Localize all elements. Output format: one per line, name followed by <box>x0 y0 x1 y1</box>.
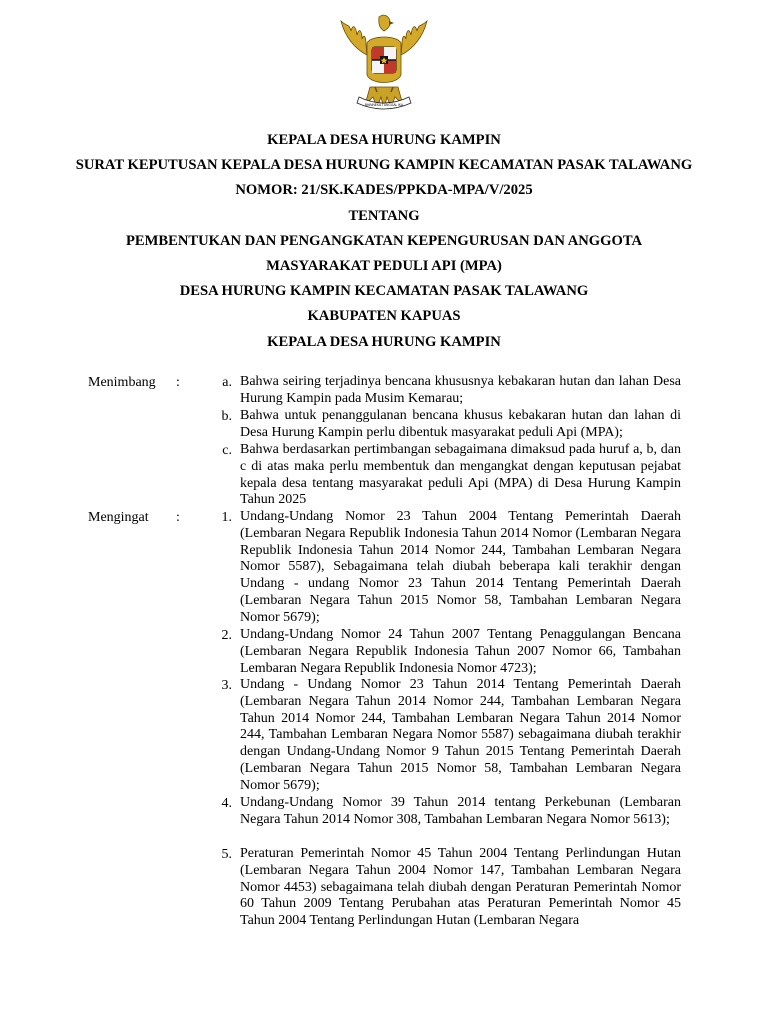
header-line-4: TENTANG <box>348 207 420 224</box>
mengingat-marker-4: 4. <box>221 796 232 811</box>
header-line-3: NOMOR: 21/SK.KADES/PPKDA-MPA/V/2025 <box>235 182 533 199</box>
mengingat-colon: : <box>176 510 180 525</box>
menimbang-marker-a: a. <box>222 375 232 390</box>
header-line-7: DESA HURUNG KAMPIN KECAMATAN PASAK TALAWANG <box>179 283 589 300</box>
menimbang-item-b: Bahwa untuk penanggulanan bencana khusus kebakaran hutan dan lahan di Desa Hurung Kampin perlu dibentuk masyarakat peduli Api (MPA); <box>240 408 681 440</box>
document-header <box>0 128 768 355</box>
emblem-motto: BHINNEKA TUNGGAL IKA <box>364 103 404 107</box>
mengingat-marker-5: 5. <box>221 847 232 862</box>
menimbang-item-a: Bahwa seiring terjadinya bencana khususnya kebakaran hutan dan lahan Desa Hurung Kampin pada Musim Kemarau; <box>240 374 681 406</box>
mengingat-marker-1: 1. <box>221 510 232 525</box>
menimbang-label: Menimbang <box>88 375 156 390</box>
header-line-8: KABUPATEN KAPUAS <box>307 308 461 325</box>
menimbang-marker-b: b. <box>221 409 232 424</box>
mengingat-label: Mengingat <box>88 510 149 525</box>
header-line-1: KEPALA DESA HURUNG KAMPIN <box>267 132 501 148</box>
header-line-9: KEPALA DESA HURUNG KAMPIN <box>267 333 501 350</box>
mengingat-item-3: Undang - Undang Nomor 23 Tahun 2014 Tentang Pemerintah Daerah (Lembaran Negara Tahun 2014 Nomor 244, Tambahan Lembaran Negara Tahun 2014 Nomor 244, Tambahan Lembaran Negara Tahun 2014 Nomor 244, Tambahan Lembaran Negara Nomor 5587) sebagaimana diubah terakhir dengan Undang-Undang Nomor 9 Tahun 2015 Tentang Pemerintah Daerah (Lembaran Negara Tahun 2015 Nomor 58, Tambahan Lembaran Negara Nomor 5679); <box>240 677 681 793</box>
menimbang-colon: : <box>176 375 180 390</box>
garuda-emblem-icon <box>337 13 431 117</box>
menimbang-marker-c: c. <box>222 443 232 458</box>
header-line-6: MASYARAKAT PEDULI API (MPA) <box>266 258 502 275</box>
mengingat-marker-3: 3. <box>221 678 232 693</box>
mengingat-item-2: Undang-Undang Nomor 24 Tahun 2007 Tentang Penaggulangan Bencana (Lembaran Negara Republik Indonesia Tahun 2007 Nomor 66, Tambahan Lembaran Negara Republik Indonesia Nomor 4723); <box>240 627 681 676</box>
mengingat-marker-2: 2. <box>221 628 232 643</box>
header-line-2: SURAT KEPUTUSAN KEPALA DESA HURUNG KAMPIN KECAMATAN PASAK TALAWANG <box>75 157 693 174</box>
mengingat-item-5: Peraturan Pemerintah Nomor 45 Tahun 2004 Tentang Perlindungan Hutan (Lembaran Negara Tahun 2004 Nomor 147, Tambahan Lembaran Negara Nomor 4453) sebagaimana telah diubah dengan Peraturan Pemerintah Nomor 60 Tahun 2009 Tentang Perubahan atas Peraturan Pemerintah Nomor 45 Tahun 2004 Tentang Perlindungan Hutan (Lembaran Negara <box>240 846 681 929</box>
menimbang-item-c: Bahwa berdasarkan pertimbangan sebagaimana dimaksud pada huruf a, b, dan c di atas maka perlu membentuk dan mengangkat dengan keputusan pejabat kepala desa tentang masyarakat peduli Api (MPA) di Desa Hurung Kampin Tahun 2025 <box>240 442 681 508</box>
header-line-5: PEMBENTUKAN DAN PENGANGKATAN KEPENGURUSAN DAN ANGGOTA <box>125 232 643 249</box>
mengingat-item-1: Undang-Undang Nomor 23 Tahun 2004 Tentang Pemerintah Daerah (Lembaran Negara Republik Indonesia Tahun 2014 Nomor (Lembaran Negara Republik Indonesia Tahun 2014 Nomor 244, Tambahan Lembaran Negara Nomor 5587), Sebagaimana telah diubah beberapa kali terakhir dengan Undang - undang Nomor 23 Tahun 2014 Tentang Pemerintah Daerah (Lembaran Negara Tahun 2015 Nomor 58, Tambahan Lembaran Negara Nomor 5679); <box>240 509 681 625</box>
mengingat-item-4: Undang-Undang Nomor 39 Tahun 2014 tentang Perkebunan (Lembaran Negara Tahun 2014 Nomor 308, Tambahan Lembaran Negara Nomor 5613); <box>240 795 681 827</box>
